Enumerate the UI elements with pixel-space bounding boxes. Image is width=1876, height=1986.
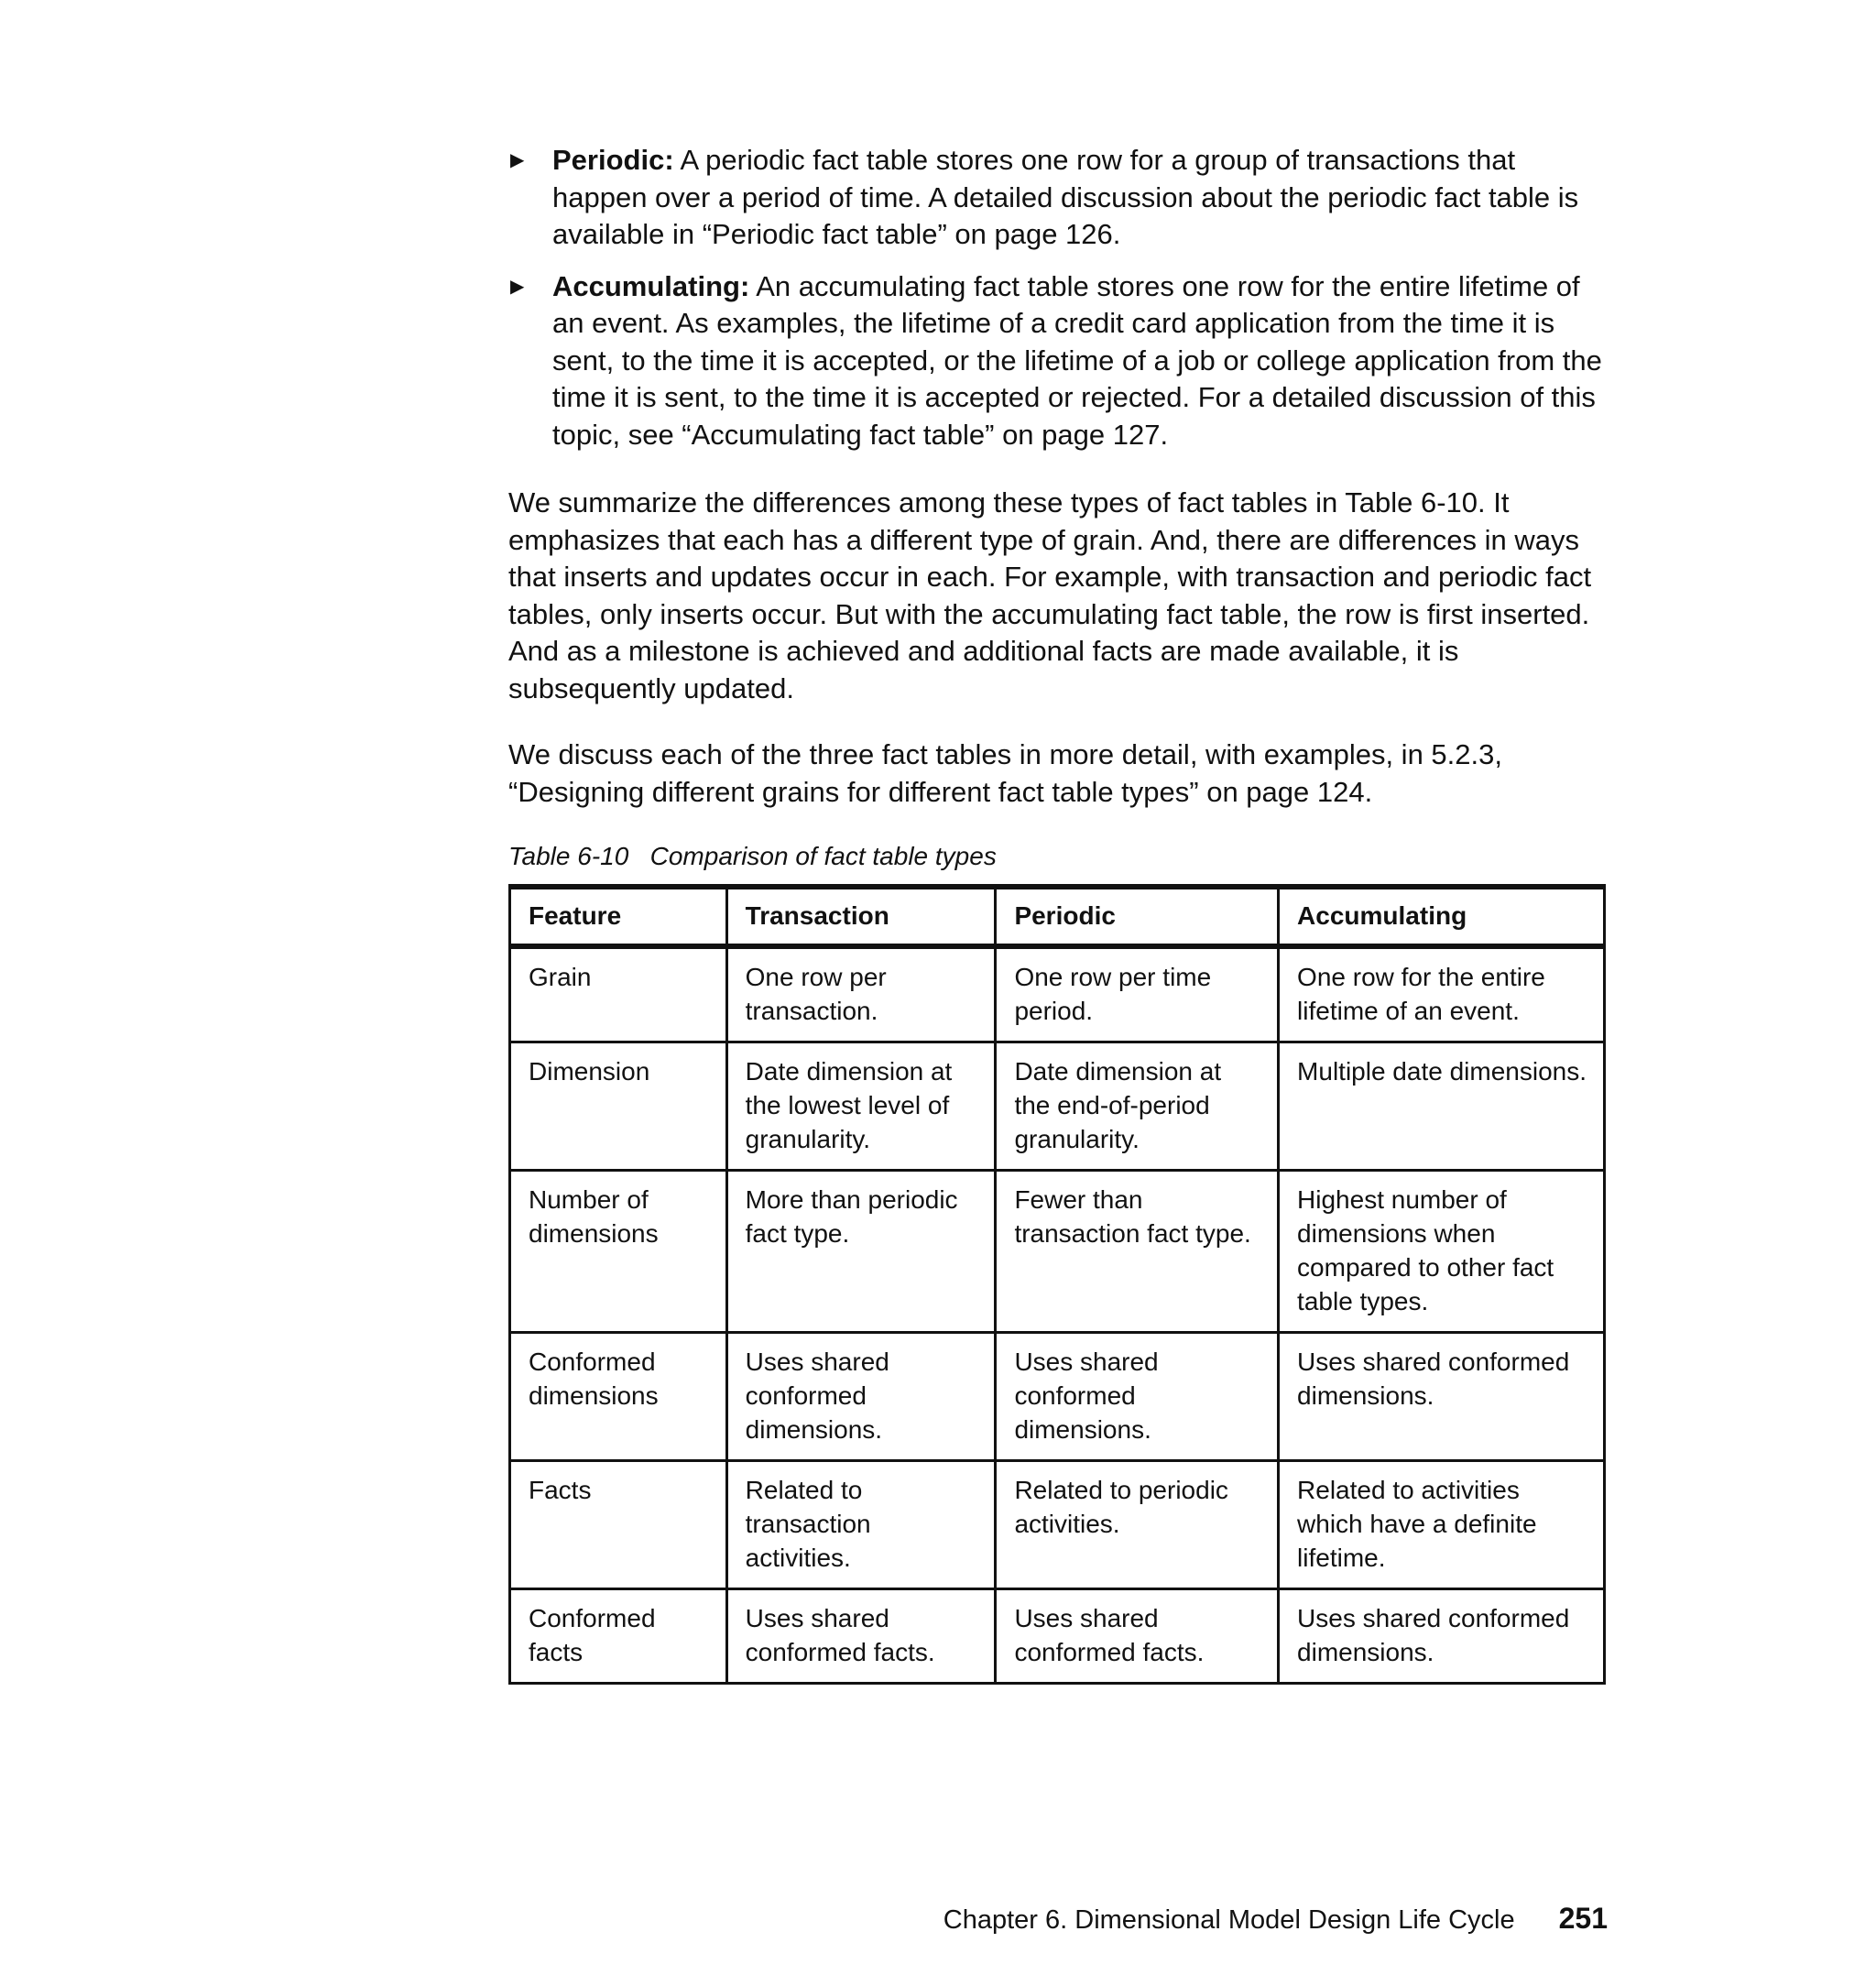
- table-cell: Date dimension at the end-of-period granularity.: [996, 1042, 1279, 1171]
- bullet-list: [508, 142, 1603, 453]
- table-cell: Conformed facts: [510, 1589, 727, 1684]
- table-cell: One row per time period.: [996, 946, 1279, 1042]
- paragraph-summary: We summarize the differences among these types of fact tables in Table 6-10. It emphasizes that each has a different type of grain. And, there are differences in ways that inserts and updates occur in each. For example, with transaction and periodic fact tables, only inserts occur. But with the accumulating fact table, the row is first inserted. And as a milestone is achieved and additional facts are made available, it is subsequently updated.: [508, 486, 1592, 704]
- table-cell: Facts: [510, 1461, 727, 1589]
- table-cell: Fewer than transaction fact type.: [996, 1171, 1279, 1333]
- footer-chapter-title: Chapter 6. Dimensional Model Design Life Cycle: [943, 1905, 1515, 1935]
- table-cell: Number of dimensions: [510, 1171, 727, 1333]
- header-cell: Accumulating: [1279, 887, 1605, 946]
- triangle-bullet-icon: ▶: [510, 150, 525, 170]
- table-cell: Uses shared conformed facts.: [726, 1589, 996, 1684]
- bullet-text: An accumulating fact table stores one row for the entire lifetime of an event. As examples, the lifetime of a credit card application from the time it is sent, to the time it is accepted, or the lifetime of a job or college application from the time it is sent, to the time it is accepted or rejected. For a detailed discussion of this topic, see “Accumulating fact table” on page 127.: [552, 269, 1602, 451]
- table-cell: Multiple date dimensions.: [1279, 1042, 1605, 1171]
- table-row: [510, 1461, 1605, 1589]
- page-body: [508, 142, 1603, 1685]
- paragraph-discussion: We discuss each of the three fact tables in more detail, with examples, in 5.2.3, “Designing different grains for different fact table types” on page 124.: [508, 738, 1502, 808]
- table-cell: Conformed dimensions: [510, 1333, 727, 1461]
- bullet-term: Periodic:: [552, 144, 674, 176]
- bullet-periodic: [508, 142, 1603, 254]
- header-cell: Feature: [510, 887, 727, 946]
- comparison-table: [508, 884, 1606, 1685]
- triangle-bullet-icon: ▶: [510, 276, 525, 297]
- page-number: 251: [1558, 1902, 1608, 1935]
- table-cell: Date dimension at the lowest level of granularity.: [726, 1042, 996, 1171]
- page-footer: [508, 1900, 1608, 1938]
- table-cell: More than periodic fact type.: [726, 1171, 996, 1333]
- header-cell: Periodic: [996, 887, 1279, 946]
- table-cell: Related to periodic activities.: [996, 1461, 1279, 1589]
- table-cell: Related to activities which have a definite lifetime.: [1279, 1461, 1605, 1589]
- table-row: [510, 1589, 1605, 1684]
- table-row: [510, 1042, 1605, 1171]
- table-cell: One row per transaction.: [726, 946, 996, 1042]
- table-cell: Uses shared conformed facts.: [996, 1589, 1279, 1684]
- table-cell: Uses shared conformed dimensions.: [996, 1333, 1279, 1461]
- table-row: [510, 1171, 1605, 1333]
- table-cell: Uses shared conformed dimensions.: [1279, 1333, 1605, 1461]
- bullet-text: A periodic fact table stores one row for a group of transactions that happen over a period of time. A detailed discussion about the periodic fact table is available in “Periodic fact table” on page 126.: [552, 144, 1579, 250]
- table-cell: One row for the entire lifetime of an event.: [1279, 946, 1605, 1042]
- table-cell: Uses shared conformed dimensions.: [1279, 1589, 1605, 1684]
- table-cell: Highest number of dimensions when compared to other fact table types.: [1279, 1171, 1605, 1333]
- table-row: [510, 946, 1605, 1042]
- table-cell: Uses shared conformed dimensions.: [726, 1333, 996, 1461]
- table-cell: Related to transaction activities.: [726, 1461, 996, 1589]
- table-cell: Grain: [510, 946, 727, 1042]
- table-row: [510, 1333, 1605, 1461]
- header-cell: Transaction: [726, 887, 996, 946]
- table-caption: Table 6-10 Comparison of fact table types: [508, 842, 997, 870]
- table-header-row: [510, 887, 1605, 946]
- bullet-term: Accumulating:: [552, 269, 750, 302]
- bullet-accumulating: [508, 268, 1603, 454]
- table-cell: Dimension: [510, 1042, 727, 1171]
